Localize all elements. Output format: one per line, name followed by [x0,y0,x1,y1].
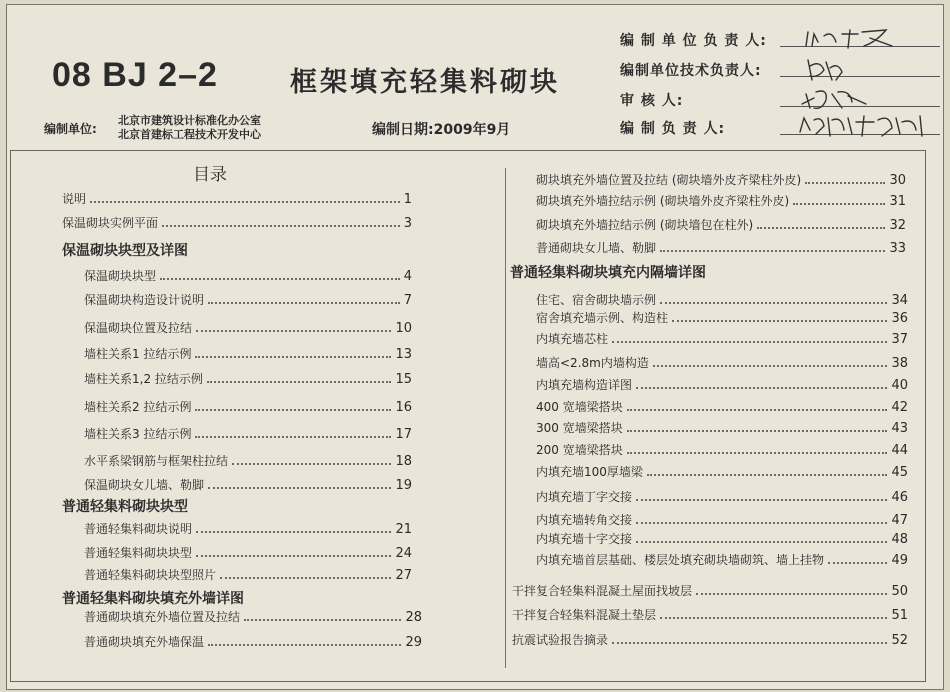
toc-entry-page: 17 [395,427,412,442]
dot-leader [196,531,391,533]
toc-entry-page: 49 [891,553,908,568]
dot-leader [232,463,391,465]
toc-entry[interactable] [536,462,908,480]
atlas-code: 08 BJ 2–2 [52,56,218,94]
toc-entry[interactable] [84,519,412,537]
toc-entry-label: 内填充墙首层基础、楼层处填充砌块墙砌筑、墙上挂物 [536,553,825,567]
toc-entry-page: 34 [891,293,908,308]
toc-entry-page: 27 [395,568,412,583]
signature-row [620,118,772,138]
compiler-unit-2: 北京首建标工程技术开发中心 [118,128,261,141]
toc-entry-page: 16 [395,400,412,415]
toc-entry-label: 砌块填充外墙拉结示例 (砌块墙外皮齐梁柱外皮) [536,194,790,208]
toc-entry-label: 保温砌块块型 [84,269,157,283]
toc-entry[interactable] [62,189,412,207]
toc-entry-label: 内填充墙转角交接 [536,513,633,527]
dot-leader [696,593,887,595]
toc-entry[interactable] [84,565,412,583]
toc-entry[interactable] [84,290,412,308]
toc-entry-label: 普通轻集料砌块块型照片 [84,568,217,582]
toc-entry[interactable] [84,632,422,650]
toc-entry-page: 46 [891,490,908,505]
toc-entry[interactable] [536,238,906,256]
dot-leader [627,409,888,411]
toc-entry[interactable] [536,375,908,393]
toc-entry-page: 4 [403,269,412,284]
dot-leader [805,182,885,184]
toc-entry-label: 内填充墙构造详图 [536,378,633,392]
toc-entry-label: 干拌复合轻集料混凝土垫层 [512,608,657,622]
dot-leader [196,555,391,557]
dot-leader [627,430,888,432]
toc-entry[interactable] [84,397,412,415]
toc-entry-label: 住宅、宿舍砌块墙示例 [536,293,657,307]
dot-leader [653,365,888,367]
toc-entry[interactable] [84,344,412,362]
dot-leader [196,330,391,332]
toc-entry-page: 48 [891,532,908,547]
toc-entry-label: 保温砌块实例平面 [62,216,159,230]
dot-leader [627,452,888,454]
toc-section-heading: 普通轻集料砌块填充外墙详图 [62,591,244,607]
signature-role: 编 制 单 位 负 责 人: [620,33,767,49]
dot-leader [195,356,391,358]
toc-entry-page: 21 [395,522,412,537]
toc-entry[interactable] [536,550,908,568]
toc-entry-page: 15 [395,372,412,387]
toc-entry-page: 31 [889,194,906,209]
toc-entry[interactable] [84,424,412,442]
toc-entry[interactable] [84,266,412,284]
toc-entry[interactable] [536,418,908,436]
toc-entry-page: 44 [891,443,908,458]
dot-leader [207,381,392,383]
toc-entry-page: 10 [395,321,412,336]
dot-leader [636,387,887,389]
toc-entry-page: 28 [405,610,422,625]
toc-entry-label: 干拌复合轻集料混凝土屋面找坡层 [512,584,693,598]
signature-row [620,90,772,110]
toc-entry[interactable] [84,607,422,625]
toc-entry-page: 38 [891,356,908,371]
dot-leader [208,487,391,489]
dot-leader [757,227,885,229]
toc-entry-page: 24 [395,546,412,561]
toc-entry-page: 30 [889,173,906,188]
signature-row [620,30,772,50]
toc-entry-page: 45 [891,465,908,480]
toc-entry[interactable] [536,353,908,371]
toc-entry-label: 300 宽墙梁搭块 [536,421,623,435]
toc-entry[interactable] [536,510,908,528]
compiler-label: 编制单位: [44,122,97,136]
compiler-unit-1: 北京市建筑设计标准化办公室 [118,114,261,127]
handwritten-signature-4 [798,110,938,140]
toc-entry[interactable] [536,215,906,233]
toc-entry[interactable] [536,308,908,326]
dot-leader [660,617,887,619]
toc-entry[interactable] [512,581,908,599]
toc-entry[interactable] [536,329,908,347]
toc-entry[interactable] [536,529,908,547]
signature-role: 审 核 人: [620,93,684,109]
dot-leader [660,302,887,304]
toc-entry[interactable] [84,318,412,336]
dot-leader [828,562,887,564]
toc-entry[interactable] [536,290,908,308]
toc-section-heading: 普通轻集料砌块块型 [62,499,188,515]
toc-entry[interactable] [84,475,412,493]
toc-entry[interactable] [536,191,906,209]
dot-leader [160,278,400,280]
toc-entry[interactable] [84,543,412,561]
toc-entry-page: 36 [891,311,908,326]
toc-entry-label: 抗震试验报告摘录 [512,633,609,647]
toc-entry-label: 宿舍填充墙示例、构造柱 [536,311,669,325]
compile-date: 编制日期:2009年9月 [372,122,511,138]
toc-section-heading: 保温砌块块型及详图 [62,243,188,259]
toc-entry-label: 保温砌块女儿墙、勒脚 [84,478,205,492]
toc-entry-label: 墙柱关系3 拉结示例 [84,427,192,441]
toc-entry-page: 29 [405,635,422,650]
toc-entry-page: 32 [889,218,906,233]
toc-entry[interactable] [512,605,908,623]
dot-leader [612,341,887,343]
toc-entry-page: 19 [395,478,412,493]
dot-leader [647,474,888,476]
toc-entry-label: 保温砌块位置及拉结 [84,321,193,335]
dot-leader [90,201,400,203]
toc-entry-label: 砌块填充外墙位置及拉结 (砌块墙外皮齐梁柱外皮) [536,173,802,187]
toc-entry-label: 200 宽墙梁搭块 [536,443,623,457]
dot-leader [244,619,401,621]
toc-entry[interactable] [536,440,908,458]
dot-leader [208,302,400,304]
toc-entry-page: 7 [403,293,412,308]
signature-role: 编制单位技术负责人: [620,63,762,79]
toc-entry-label: 砌块填充外墙拉结示例 (砌块墙包在柱外) [536,218,754,232]
toc-entry-page: 18 [395,454,412,469]
dot-leader [195,436,391,438]
toc-entry-label: 水平系梁钢筋与框架柱拉结 [84,454,229,468]
toc-entry-page: 13 [395,347,412,362]
column-divider [505,168,506,668]
compiler-units [118,114,261,142]
dot-leader [208,644,401,646]
toc-entry[interactable] [84,451,412,469]
toc-entry-label: 普通砌块填充外墙位置及拉结 [84,610,241,624]
toc-section-heading: 普通轻集料砌块填充内隔墙详图 [510,265,706,281]
toc-entry-label: 400 宽墙梁搭块 [536,400,623,414]
toc-entry-label: 普通砌块女儿墙、勒脚 [536,241,657,255]
toc-entry[interactable] [536,397,908,415]
toc-entry[interactable] [536,487,908,505]
toc-entry-label: 墙柱关系1,2 拉结示例 [84,372,203,386]
handwritten-signature-1 [798,24,938,54]
toc-entry-label: 墙柱关系1 拉结示例 [84,347,192,361]
toc-entry-label: 普通轻集料砌块说明 [84,522,193,536]
toc-entry-label: 墙高<2.8m内墙构造 [536,356,649,370]
dot-leader [195,409,391,411]
toc-entry-page: 33 [889,241,906,256]
dot-leader [672,320,887,322]
dot-leader [636,499,887,501]
toc-entry-page: 37 [891,332,908,347]
toc-title: 目录 [193,165,227,185]
dot-leader [793,203,885,205]
toc-entry-page: 40 [891,378,908,393]
dot-leader [636,541,887,543]
signature-row [620,60,772,80]
toc-entry-label: 内填充墙丁字交接 [536,490,633,504]
signature-role: 编 制 负 责 人: [620,121,726,137]
atlas-title: 框架填充轻集料砌块 [290,67,560,98]
toc-entry-page: 43 [891,421,908,436]
dot-leader [660,250,885,252]
toc-entry-page: 51 [891,608,908,623]
toc-entry-page: 42 [891,400,908,415]
toc-entry-label: 保温砌块构造设计说明 [84,293,205,307]
handwritten-signature-2 [798,54,938,84]
toc-entry-label: 普通砌块填充外墙保温 [84,635,205,649]
toc-entry[interactable] [512,630,908,648]
toc-entry-page: 47 [891,513,908,528]
dot-leader [636,522,887,524]
dot-leader [162,225,400,227]
toc-entry-label: 说明 [62,192,87,206]
toc-entry-label: 内填充墙十字交接 [536,532,633,546]
toc-entry[interactable] [536,170,906,188]
toc-entry-label: 普通轻集料砌块块型 [84,546,193,560]
toc-entry-label: 内填充墙100厚墙梁 [536,465,643,479]
toc-entry-page: 50 [891,584,908,599]
toc-entry-label: 墙柱关系2 拉结示例 [84,400,192,414]
toc-entry-page: 1 [403,192,412,207]
toc-entry[interactable] [84,369,412,387]
toc-entry[interactable] [62,213,412,231]
dot-leader [612,642,887,644]
toc-entry-page: 52 [891,633,908,648]
toc-entry-page: 3 [403,216,412,231]
toc-entry-label: 内填充墙芯柱 [536,332,609,346]
dot-leader [220,577,391,579]
